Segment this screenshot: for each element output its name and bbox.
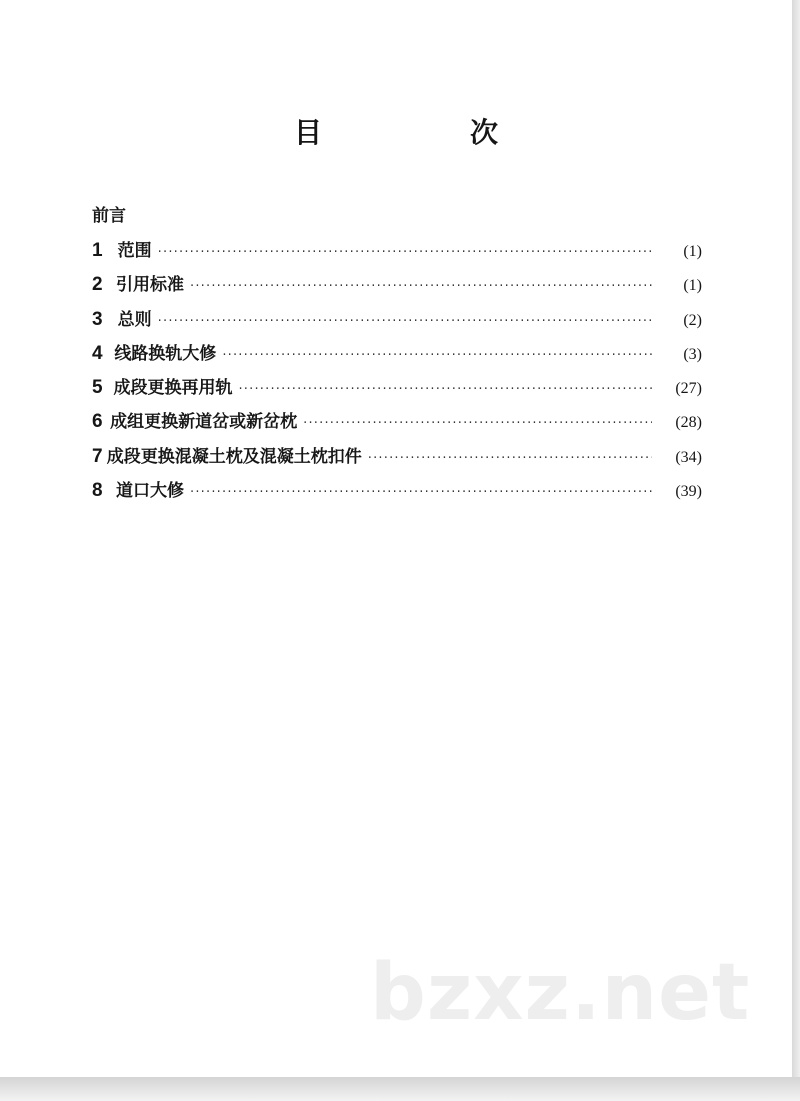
toc-entry-label: 范围 (117, 241, 152, 261)
toc-entry-page: (2) (683, 311, 702, 329)
toc-entry-label: 成段更换再用轨 (113, 378, 233, 399)
dot-leader (238, 373, 652, 407)
toc-entry-label: 线路换轨大修 (114, 343, 217, 364)
dot-leader (158, 305, 652, 339)
dot-leader (190, 476, 652, 510)
toc-entry-label: 成段更换混凝土枕及混凝土枕扣件 (106, 446, 362, 467)
toc-entry-1 (92, 234, 702, 268)
toc-entry-page: (34) (675, 448, 702, 466)
toc-entry-label: 引用标准 (116, 275, 184, 296)
toc-entry-number: 3 (92, 308, 103, 330)
toc-entry-page: (3) (683, 345, 702, 363)
toc-entry-2 (92, 268, 702, 302)
page-title: 目 次 (293, 116, 558, 149)
toc-entry-label: 总则 (117, 309, 152, 330)
dot-leader (222, 339, 652, 373)
toc-entry-page: (27) (675, 380, 702, 398)
toc-entry-page: (1) (683, 243, 702, 260)
toc-entry-number: 6 (92, 411, 103, 433)
toc-entry-8 (92, 474, 702, 508)
toc-entry-page: (39) (675, 483, 702, 501)
toc-entry-4 (92, 337, 702, 371)
toc-entry-label: 成组更换新道岔或新岔枕 (110, 412, 298, 433)
toc-entry-number: 7 (92, 445, 103, 467)
toc-entry-number: 8 (92, 480, 103, 502)
page-edge-shadow (792, 0, 800, 1101)
toc-entry-7 (92, 440, 702, 474)
toc-entry-number: 5 (92, 377, 103, 399)
toc-entry-number: 1 (92, 240, 103, 261)
toc-entry-3 (92, 303, 702, 337)
toc-entry-label: 道口大修 (116, 481, 184, 502)
toc-entry-number: 4 (92, 342, 103, 364)
table-of-contents (92, 234, 702, 508)
toc-entry-page: (1) (683, 277, 702, 295)
page-bottom-shadow (0, 1077, 800, 1101)
toc-entry-5 (92, 371, 702, 405)
toc-entry-page: (28) (675, 414, 702, 432)
dot-leader (368, 442, 652, 476)
watermark: bzxz.net (370, 948, 751, 1038)
dot-leader (303, 407, 652, 441)
dot-leader (158, 236, 652, 270)
foreword-entry: 前言 (92, 206, 126, 226)
toc-entry-number: 2 (92, 274, 103, 296)
dot-leader (190, 270, 652, 304)
toc-entry-6 (92, 405, 702, 439)
